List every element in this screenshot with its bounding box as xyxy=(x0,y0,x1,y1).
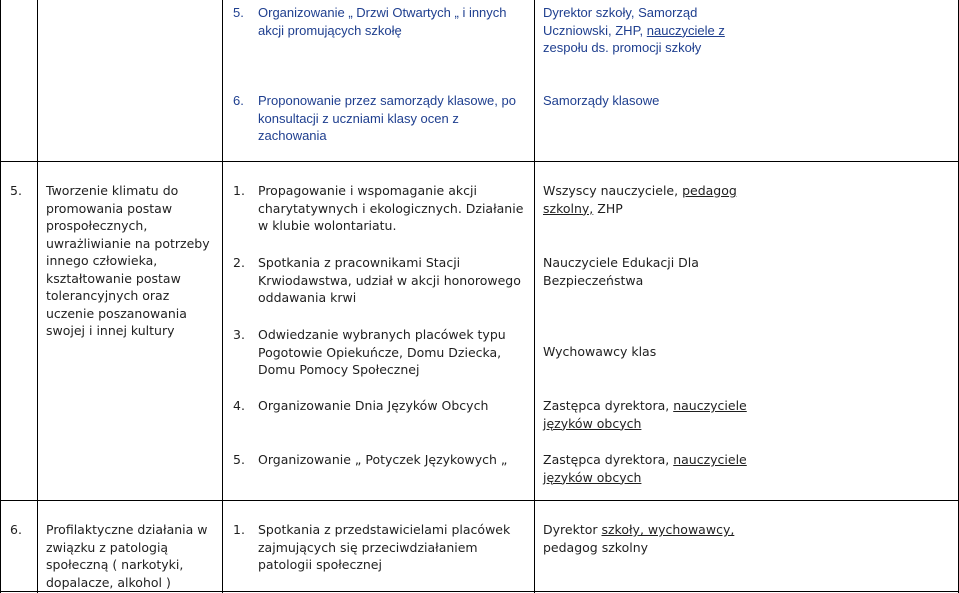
responsible-link[interactable]: pedagog szkolny, xyxy=(543,183,737,216)
responsible-entry: Dyrektor szkoły, wychowawcy, pedagog szkolny xyxy=(543,522,735,555)
item-text: Proponowanie przez samorządy klasowe, po konsultacji z uczniami klasy ocen z zachowania xyxy=(258,93,516,143)
responsible-promotion: Dyrektor szkoły, Samorząd Uczniowski, ZHP, nauczyciele z zespołu ds. promocji szkoły xyxy=(543,5,725,55)
responsible-entry: Nauczyciele Edukacji Dla Bezpieczeństwa xyxy=(543,255,699,288)
responsible-entry: Wszyscy nauczyciele, pedagog szkolny, ZHP xyxy=(543,183,737,216)
column-divider-1 xyxy=(37,0,38,593)
item-number: 4. xyxy=(233,398,245,413)
row-divider-a xyxy=(0,161,959,162)
responsible-link[interactable]: nauczyciele języków obcych xyxy=(543,398,747,431)
item-number: 1. xyxy=(233,183,245,198)
section-goal: Tworzenie klimatu do promowania postaw prospołecznych, uwrażliwianie na potrzeby innego człowieka, kształtowanie postaw tolerancyjnych oraz uczenie poszanowania swojej i innej kultury xyxy=(46,183,210,338)
responsible-entry: Zastępca dyrektora, nauczyciele języków obcych xyxy=(543,398,747,431)
item-number: 3. xyxy=(233,327,245,342)
item-text: Spotkania z przedstawicielami placówek zajmujących się przeciwdziałaniem patologii społecznej xyxy=(258,522,511,572)
item-text: Organizowanie Dnia Języków Obcych xyxy=(258,398,489,413)
table-border-bottom xyxy=(0,591,959,592)
responsible-link[interactable]: nauczyciele języków obcych xyxy=(543,452,747,485)
section-number: 6. xyxy=(10,522,22,537)
item-number: 5. xyxy=(233,452,245,467)
item-number: 2. xyxy=(233,255,245,270)
responsible-link[interactable]: szkoły, wychowawcy, xyxy=(601,522,735,537)
table-border-left xyxy=(0,0,1,593)
row-divider-b xyxy=(0,500,959,501)
responsible-entry: Zastępca dyrektora, nauczyciele języków obcych xyxy=(543,452,747,485)
item-number: 5. xyxy=(233,5,244,20)
item-text: Propagowanie i wspomaganie akcji charytatywnych i ekologicznych. Działanie w klubie wolontariatu. xyxy=(258,183,524,233)
column-divider-3 xyxy=(534,0,535,593)
section-number: 5. xyxy=(10,183,22,198)
column-divider-2 xyxy=(222,0,223,593)
item-text: Organizowanie „ Potyczek Językowych „ xyxy=(258,452,508,467)
responsible-grades: Samorządy klasowe xyxy=(543,93,660,108)
item-number: 6. xyxy=(233,93,244,108)
responsible-entry: Wychowawcy klas xyxy=(543,344,657,359)
responsible-link[interactable]: nauczyciele z xyxy=(646,22,725,38)
item-text: Spotkania z pracownikami Stacji Krwiodawstwa, udział w akcji honorowego oddawania krwi xyxy=(258,255,521,305)
item-number: 1. xyxy=(233,522,245,537)
item-text: Organizowanie „ Drzwi Otwartych „ i innych akcji promujących szkołę xyxy=(258,5,507,38)
item-text: Odwiedzanie wybranych placówek typu Pogotowie Opiekuńcze, Domu Dziecka, Domu Pomocy Społecznej xyxy=(258,327,506,377)
section-goal: Profilaktyczne działania w związku z patologią społeczną ( narkotyki, dopalacze, alkohol ) xyxy=(46,522,208,590)
